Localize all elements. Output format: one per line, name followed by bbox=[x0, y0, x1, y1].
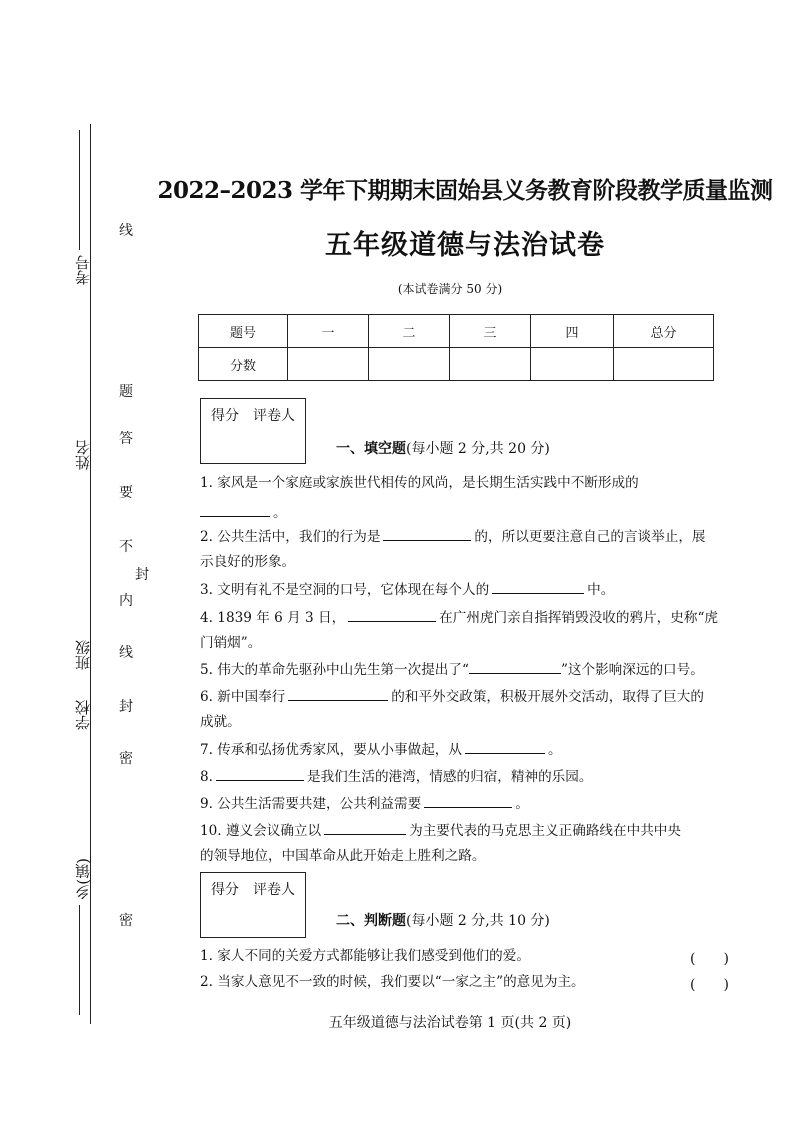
table-cell: 二 bbox=[369, 315, 450, 348]
answer-blank[interactable] bbox=[348, 607, 436, 622]
section2-title: 二、判断题 bbox=[336, 913, 406, 929]
question-text: 中。 bbox=[587, 582, 615, 598]
score-table bbox=[198, 314, 714, 381]
answer-blank[interactable] bbox=[288, 686, 388, 701]
seal-char: 答 bbox=[119, 431, 133, 447]
question-text: 2. 当家人意见不一致的时候，我们要以“一家之主”的意见为主。 bbox=[200, 974, 585, 990]
seal-char: 不 bbox=[119, 539, 133, 555]
judge-question-1 bbox=[200, 942, 530, 970]
question-text: 。 bbox=[547, 742, 562, 758]
question-text: 10. 遵义会议确立以 bbox=[200, 823, 322, 839]
question-text: 6. 新中国奉行 bbox=[200, 689, 286, 705]
seal-char: 封 bbox=[119, 699, 133, 715]
section2-header bbox=[336, 910, 550, 930]
question-text: 3. 文明有礼不是空洞的口号，它体现在每个人的 bbox=[200, 582, 490, 598]
answer-blank[interactable] bbox=[492, 579, 584, 594]
question-1 bbox=[200, 469, 639, 497]
school-label: 学校 bbox=[74, 700, 92, 730]
grader-box-2 bbox=[200, 872, 306, 938]
answer-blank[interactable] bbox=[383, 526, 471, 541]
question-text: 在广州虎门亲自指挥销毁没收的鸦片，史称“虎 bbox=[439, 610, 718, 626]
class-label: 班级 bbox=[74, 640, 92, 670]
township-label: 乡(镇) bbox=[74, 858, 92, 900]
question-text: 1. 家风是一个家庭或家族世代相传的风尚，是长期生活实践中不断形成的 bbox=[200, 475, 639, 491]
table-cell: 四 bbox=[531, 315, 614, 348]
question-6-cont bbox=[200, 708, 241, 736]
page-footer: 五年级道德与法治试卷第 1 页(共 2 页) bbox=[328, 1015, 572, 1031]
full-score-note: (本试卷满分 50 分) bbox=[397, 282, 503, 296]
question-text: 2. 公共生活中，我们的行为是 bbox=[200, 529, 381, 545]
seal-char: 密 bbox=[119, 751, 133, 767]
question-text: 是我们生活的港湾，情感的归宿，精神的乐园。 bbox=[306, 769, 593, 785]
exam-no-underline bbox=[79, 130, 80, 250]
section1-title: 一、填空题 bbox=[336, 441, 406, 457]
seal-char: 线 bbox=[119, 645, 133, 661]
township-underline bbox=[79, 905, 80, 1015]
section1-info: (每小题 2 分,共 20 分) bbox=[406, 441, 550, 457]
exam-no-label: 考号 bbox=[74, 255, 92, 285]
question-text: 成就。 bbox=[200, 714, 241, 730]
question-8 bbox=[200, 763, 592, 791]
question-6 bbox=[200, 683, 704, 711]
judge-question-2 bbox=[200, 968, 585, 996]
table-cell: 总分 bbox=[614, 315, 714, 348]
question-2-cont bbox=[200, 548, 295, 576]
grader-box bbox=[200, 398, 306, 464]
question-text: 9. 公共生活需要共建，公共利益需要 bbox=[200, 796, 422, 812]
table-cell: 一 bbox=[288, 315, 369, 348]
answer-blank[interactable] bbox=[324, 820, 406, 835]
question-9 bbox=[200, 790, 529, 818]
table-cell: 题号 bbox=[199, 315, 288, 348]
question-text: 5. 伟大的革命先驱孙中山先生第一次提出了“ bbox=[200, 662, 469, 678]
question-text: 门销烟”。 bbox=[200, 635, 262, 651]
seal-char: 内 bbox=[119, 593, 133, 609]
score-cell[interactable] bbox=[450, 348, 531, 381]
answer-blank[interactable] bbox=[424, 793, 512, 808]
question-text: 1. 家人不同的关爱方式都能够让我们感受到他们的爱。 bbox=[200, 948, 530, 964]
score-cell[interactable] bbox=[369, 348, 450, 381]
question-10-cont bbox=[200, 842, 485, 870]
score-cell[interactable] bbox=[614, 348, 714, 381]
answer-paren-2[interactable]: ( ) bbox=[690, 977, 729, 993]
section2-info: (每小题 2 分,共 10 分) bbox=[406, 913, 550, 929]
question-text: ”这个影响深远的口号。 bbox=[560, 662, 704, 678]
question-text: 的和平外交政策，积极开展外交活动，取得了巨大的 bbox=[391, 689, 704, 705]
question-text: 8. bbox=[200, 769, 213, 785]
seal-char: 线 bbox=[119, 223, 133, 239]
question-text: 示良好的形象。 bbox=[200, 554, 296, 570]
section1-header bbox=[336, 438, 550, 458]
exam-subtitle: 五年级道德与法治试卷 bbox=[325, 230, 605, 261]
answer-blank[interactable] bbox=[200, 502, 270, 517]
answer-blank[interactable] bbox=[216, 766, 304, 781]
score-cell[interactable] bbox=[288, 348, 369, 381]
question-text: 。 bbox=[273, 505, 287, 521]
question-text: 。 bbox=[515, 796, 529, 812]
question-4 bbox=[200, 604, 718, 632]
question-text: 7. 传承和弘扬优秀家风，要从小事做起，从 bbox=[200, 742, 462, 758]
seal-char: 封 bbox=[135, 567, 149, 583]
table-row bbox=[199, 348, 714, 381]
name-label: 姓名 bbox=[74, 440, 92, 470]
question-10 bbox=[200, 817, 681, 845]
seal-char: 要 bbox=[119, 485, 133, 501]
question-5 bbox=[200, 656, 704, 684]
question-7 bbox=[200, 736, 562, 764]
table-cell: 分数 bbox=[199, 348, 288, 381]
table-cell: 三 bbox=[450, 315, 531, 348]
question-text: 为主要代表的马克思主义正确路线在中共中央 bbox=[409, 823, 681, 839]
question-text: 4. 1839 年 6 月 3 日， bbox=[200, 610, 346, 626]
question-text: 的，所以更要注意自己的言谈举止，展 bbox=[474, 529, 706, 545]
seal-char: 题 bbox=[119, 384, 133, 400]
answer-blank[interactable] bbox=[469, 659, 561, 674]
answer-blank[interactable] bbox=[465, 739, 545, 754]
score-cell[interactable] bbox=[531, 348, 614, 381]
question-3 bbox=[200, 576, 614, 604]
grader-box-label: 得分 评卷人 bbox=[211, 882, 295, 898]
question-text: 的领导地位，中国革命从此开始走上胜利之路。 bbox=[200, 848, 486, 864]
seal-char: 密 bbox=[119, 913, 133, 929]
answer-paren-1[interactable]: ( ) bbox=[690, 951, 729, 967]
table-row bbox=[199, 315, 714, 348]
exam-title: 2022–2023 学年下期期末固始县义务教育阶段教学质量监测 bbox=[157, 177, 773, 204]
grader-box-label: 得分 评卷人 bbox=[211, 408, 295, 424]
question-2 bbox=[200, 523, 706, 551]
question-4-cont bbox=[200, 629, 261, 657]
